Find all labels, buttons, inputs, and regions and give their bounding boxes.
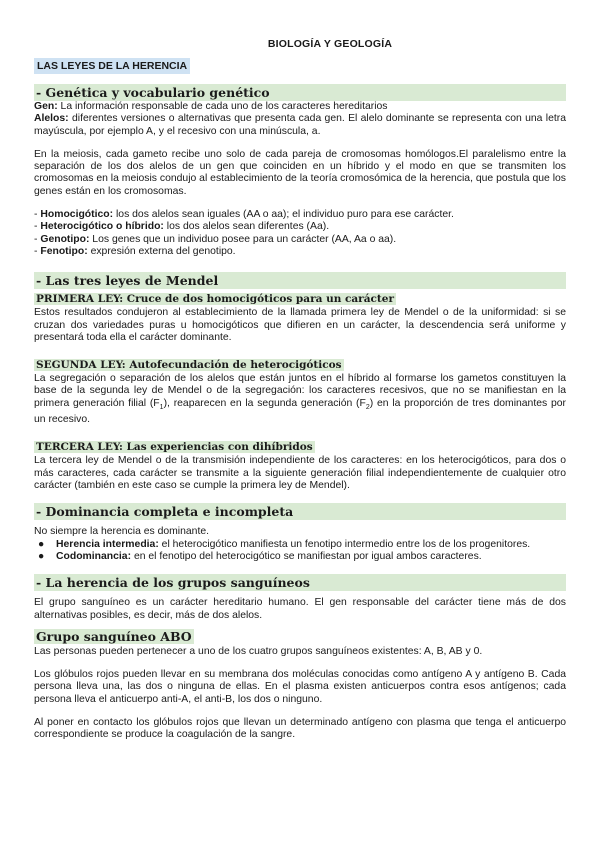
subheading-tercera-ley: TERCERA LEY: Las experiencias con dihíbridos xyxy=(36,441,313,454)
paragraph-abo-2: Los glóbulos rojos pueden llevar en su membrana dos moléculas conocidas como antígeno A y antígeno B. Cada persona lleva una, las dos o ninguna de ellas. En el plasma existen anticuerpos contra esos antígenos; cada persona lleva el anticuerpo anti-A, el anti-B, los dos o ninguno. xyxy=(34,669,566,705)
paragraph-primera-ley: Estos resultados condujeron al establecimiento de la llamada primera ley de Mendel o de la uniformidad: si se cruzan dos variedades puras u homocigóticos que difieren en un carácter, la descendencia será uniforme y presentará toda ella el carácter dominante. xyxy=(34,307,566,343)
paragraph-tercera-ley: La tercera ley de Mendel o de la transmisión independiente de los caracteres: en los heterocigóticos, para dos o más caracteres, cada carácter se transmite a la siguiente generación filial independientemente de cualquier otro carácter (también en este caso se cumple la primera ley de Mendel). xyxy=(34,455,566,492)
paragraph-segunda-ley: La segregación o separación de los alelos que están juntos en el híbrido al formarse los gametos constituyen la base de la segunda ley de Mendel o de la segregación: los caracteres recesivos, que no se manifiestan en la primera generación filial $(F_1)$, reaparecen en la segunda generación $(F_2)$ en la proporción de tres dominantes por un recesivo. xyxy=(34,373,566,426)
subject-header: BIOLOGÍA Y GEOLOGÍA xyxy=(267,38,393,50)
subheading-segunda-ley: SEGUNDA LEY: Autofecundación de heterocigóticos xyxy=(36,359,342,372)
subheading-primera-ley: PRIMERA LEY: Cruce de dos homocigóticos para un carácter xyxy=(36,293,394,306)
section-heading-grupos: - La herencia de los grupos sanguíneos xyxy=(34,574,566,591)
document-title: LAS LEYES DE LA HERENCIA xyxy=(34,58,190,74)
definition-gen xyxy=(34,101,566,113)
term-item: - Fenotipo: expresión externa del genotipo. xyxy=(34,245,236,257)
section-heading-genetica: - Genética y vocabulario genético xyxy=(34,84,566,101)
subheading-abo: Grupo sanguíneo ABO xyxy=(36,628,192,644)
section-heading-dominancia: - Dominancia completa e incompleta xyxy=(34,503,566,520)
list-item: ● Herencia intermedia: el heterocigótico manifiesta un fenotipo intermedio entre los de los progenitores. xyxy=(38,538,531,550)
paragraph-grupos-intro: El grupo sanguíneo es un carácter hereditario humano. El gen responsable del carácter tiene más de dos alternativas posibles, es decir, más de dos alelos. xyxy=(34,597,566,621)
term-alelos: Alelos: xyxy=(34,113,69,125)
paragraph-meiosis: En la meiosis, cada gameto recibe uno solo de cada pareja de cromosomas homólogos.El paralelismo entre la separación de los dos alelos de un gen que coinciden en un híbrido y el modo en que se transmiten los cromosomas en la meiosis condujo al establecimiento de la teoría cromosómica de la herencia, que postula que los genes están en los cromosomas. xyxy=(34,148,566,197)
term-item: - Genotipo: Los genes que un individuo posee para un carácter (AA, Aa o aa). xyxy=(34,233,397,245)
paragraph-abo-3: Al poner en contacto los glóbulos rojos que llevan un determinado antígeno con plasma que tenga el anticuerpo correspondiente se produce la coagulación de la sangre. xyxy=(34,716,566,741)
def-alelos: diferentes versiones o alternativas que presenta cada gen. El alelo dominante se representa con una letra mayúscula, por ejemplo A, y el recesivo con una minúscula, a. xyxy=(34,113,566,137)
paragraph-dominancia-intro: No siempre la herencia es dominante. xyxy=(34,526,210,538)
term-gen: Gen: xyxy=(34,101,58,112)
dominancia-list xyxy=(34,539,566,564)
list-item: ● Codominancia: en el fenotipo del heterocigótico se manifiestan por igual ambos caracteres. xyxy=(38,550,482,562)
terms-list xyxy=(34,209,566,258)
section-heading-leyes: - Las tres leyes de Mendel xyxy=(34,272,566,289)
term-item: - Heterocigótico o híbrido: los dos alelos sean diferentes (Aa). xyxy=(34,221,330,233)
paragraph-abo-1: Las personas pueden pertenecer a uno de los cuatro grupos sanguíneos existentes: A, B, AB y 0. xyxy=(34,645,483,657)
term-item: - Homocigótico: los dos alelos sean iguales (AA o aa); el individuo puro para ese carácter. xyxy=(34,209,454,221)
def-gen: La información responsable de cada uno de los caracteres hereditarios xyxy=(57,101,388,112)
definition-alelos xyxy=(34,113,566,138)
